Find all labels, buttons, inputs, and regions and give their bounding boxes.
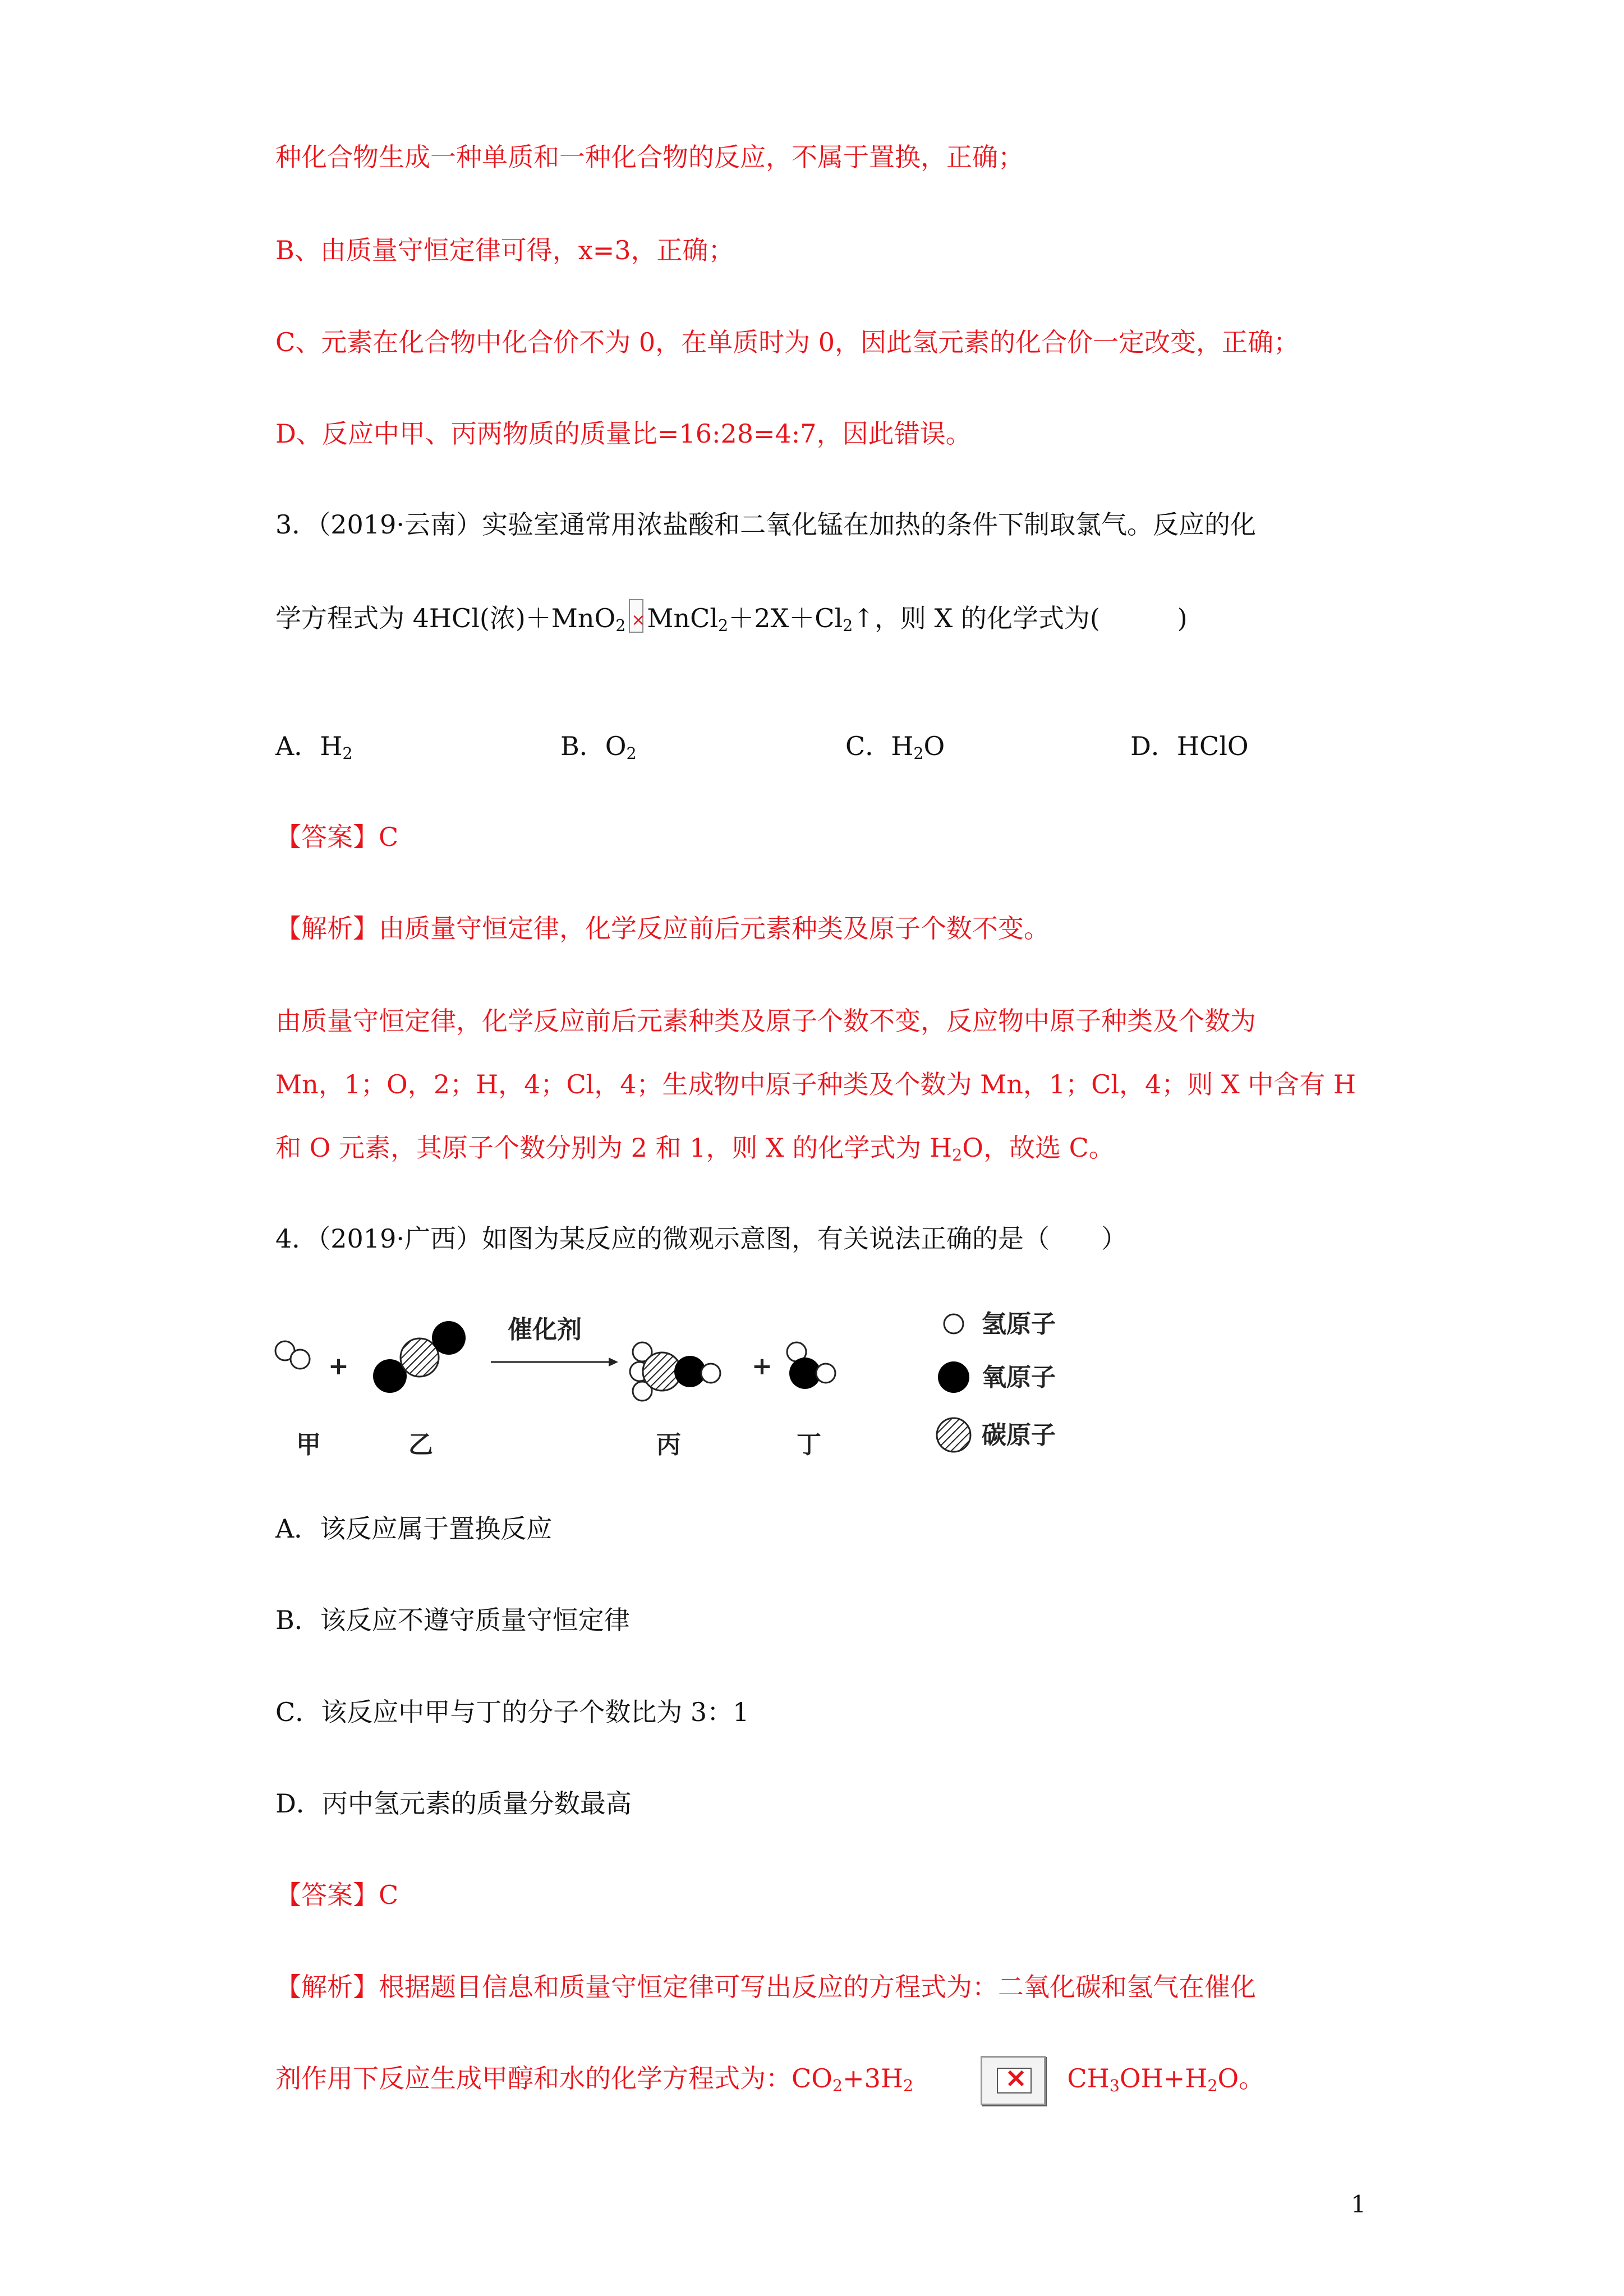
label-jia: 甲: [296, 1430, 321, 1459]
molecule-bing-ch3oh: [630, 1342, 720, 1401]
question-4-answer: 【答案】C: [275, 1880, 399, 1910]
explanation-line-1: 种化合物生成一种单质和一种化合物的反应，不属于置换，正确；: [275, 142, 1024, 172]
label-bing: 丙: [656, 1430, 681, 1459]
legend-hydrogen: 氢原子: [982, 1310, 1056, 1338]
plus-sign-1: +: [328, 1352, 349, 1381]
legend-carbon: 碳原子: [982, 1421, 1056, 1450]
question-3-explanation-4: 和 O 元素，其原子个数分别为 2 和 1，则 X 的化学式为 $H_2O$，故选 C。: [275, 1133, 1115, 1165]
page-number: 1: [1351, 2191, 1366, 2218]
broken-image-placeholder: [981, 2056, 1046, 2105]
question-3-option-c: C．$H_2O$: [845, 731, 945, 763]
reaction-micro-diagram: [269, 1307, 1094, 1475]
question-3-option-b: B．$O_2$: [560, 731, 637, 763]
catalyst-label: 催化剂: [508, 1315, 582, 1344]
molecule-yi-co2: [373, 1321, 466, 1393]
broken-image-icon: [629, 599, 643, 633]
label-yi: 乙: [408, 1430, 433, 1459]
explanation-line-c: C、元素在化合物中化合价不为 0，在单质时为 0，因此氢元素的化合价一定改变，正确；: [275, 327, 1299, 357]
molecule-ding-h2o: [787, 1342, 835, 1389]
question-3-answer: 【答案】C: [275, 822, 399, 852]
explanation-line-d: D、反应中甲、丙两物质的质量比=16:28=4:7，因此错误。: [275, 418, 972, 449]
question-4-explanation-1: 【解析】根据题目信息和质量守恒定律可写出反应的方程式为：二氧化碳和氢气在催化: [275, 1972, 1256, 2002]
question-4-option-b: B．该反应不遵守质量守恒定律: [275, 1605, 630, 1635]
question-4-option-d: D．丙中氢元素的质量分数最高: [275, 1788, 632, 1819]
label-ding: 丁: [797, 1430, 821, 1459]
explanation-line-b: B、由质量守恒定律可得，x=3，正确；: [275, 235, 734, 265]
question-4-stem: 4．（2019·广西）如图为某反应的微观示意图，有关说法正确的是（ ）: [275, 1223, 1127, 1254]
legend: [937, 1310, 1056, 1452]
molecule-jia-h2: [275, 1341, 310, 1369]
question-3-explanation-2: 由质量守恒定律，化学反应前后元素种类及原子个数不变，反应物中原子种类及个数为: [275, 1006, 1256, 1036]
question-3-explanation-1: 【解析】由质量守恒定律，化学反应前后元素种类及原子个数不变。: [275, 913, 1050, 944]
question-3-option-a: A．$H_2$: [275, 731, 353, 763]
question-4-option-c: C．该反应中甲与丁的分子个数比为 3：1: [275, 1697, 749, 1727]
question-3-stem: 3．（2019·云南）实验室通常用浓盐酸和二氧化锰在加热的条件下制取氯气。反应的化: [275, 509, 1256, 540]
question-3-equation: 学方程式为 4HCl(浓)$+MnO_2\times MnCl_2+2X+Cl_2↑$，则 X 的化学式为( ): [275, 599, 1188, 643]
question-4-explanation-2: 剂作用下反应生成甲醇和水的化学方程式为：$CO_2+3H_2$ $CH_3OH+H_2O$。: [275, 2063, 1265, 2096]
question-3-option-d: D．HClO: [1130, 731, 1249, 761]
question-3-explanation-3: Mn，1；O，2；H，4；Cl，4；生成物中原子种类及个数为 Mn，1；Cl，4；则 X 中含有 H: [275, 1069, 1356, 1099]
question-4-option-a: A．该反应属于置换反应: [275, 1513, 553, 1544]
plus-sign-2: +: [752, 1352, 772, 1381]
legend-oxygen: 氧原子: [982, 1363, 1056, 1392]
